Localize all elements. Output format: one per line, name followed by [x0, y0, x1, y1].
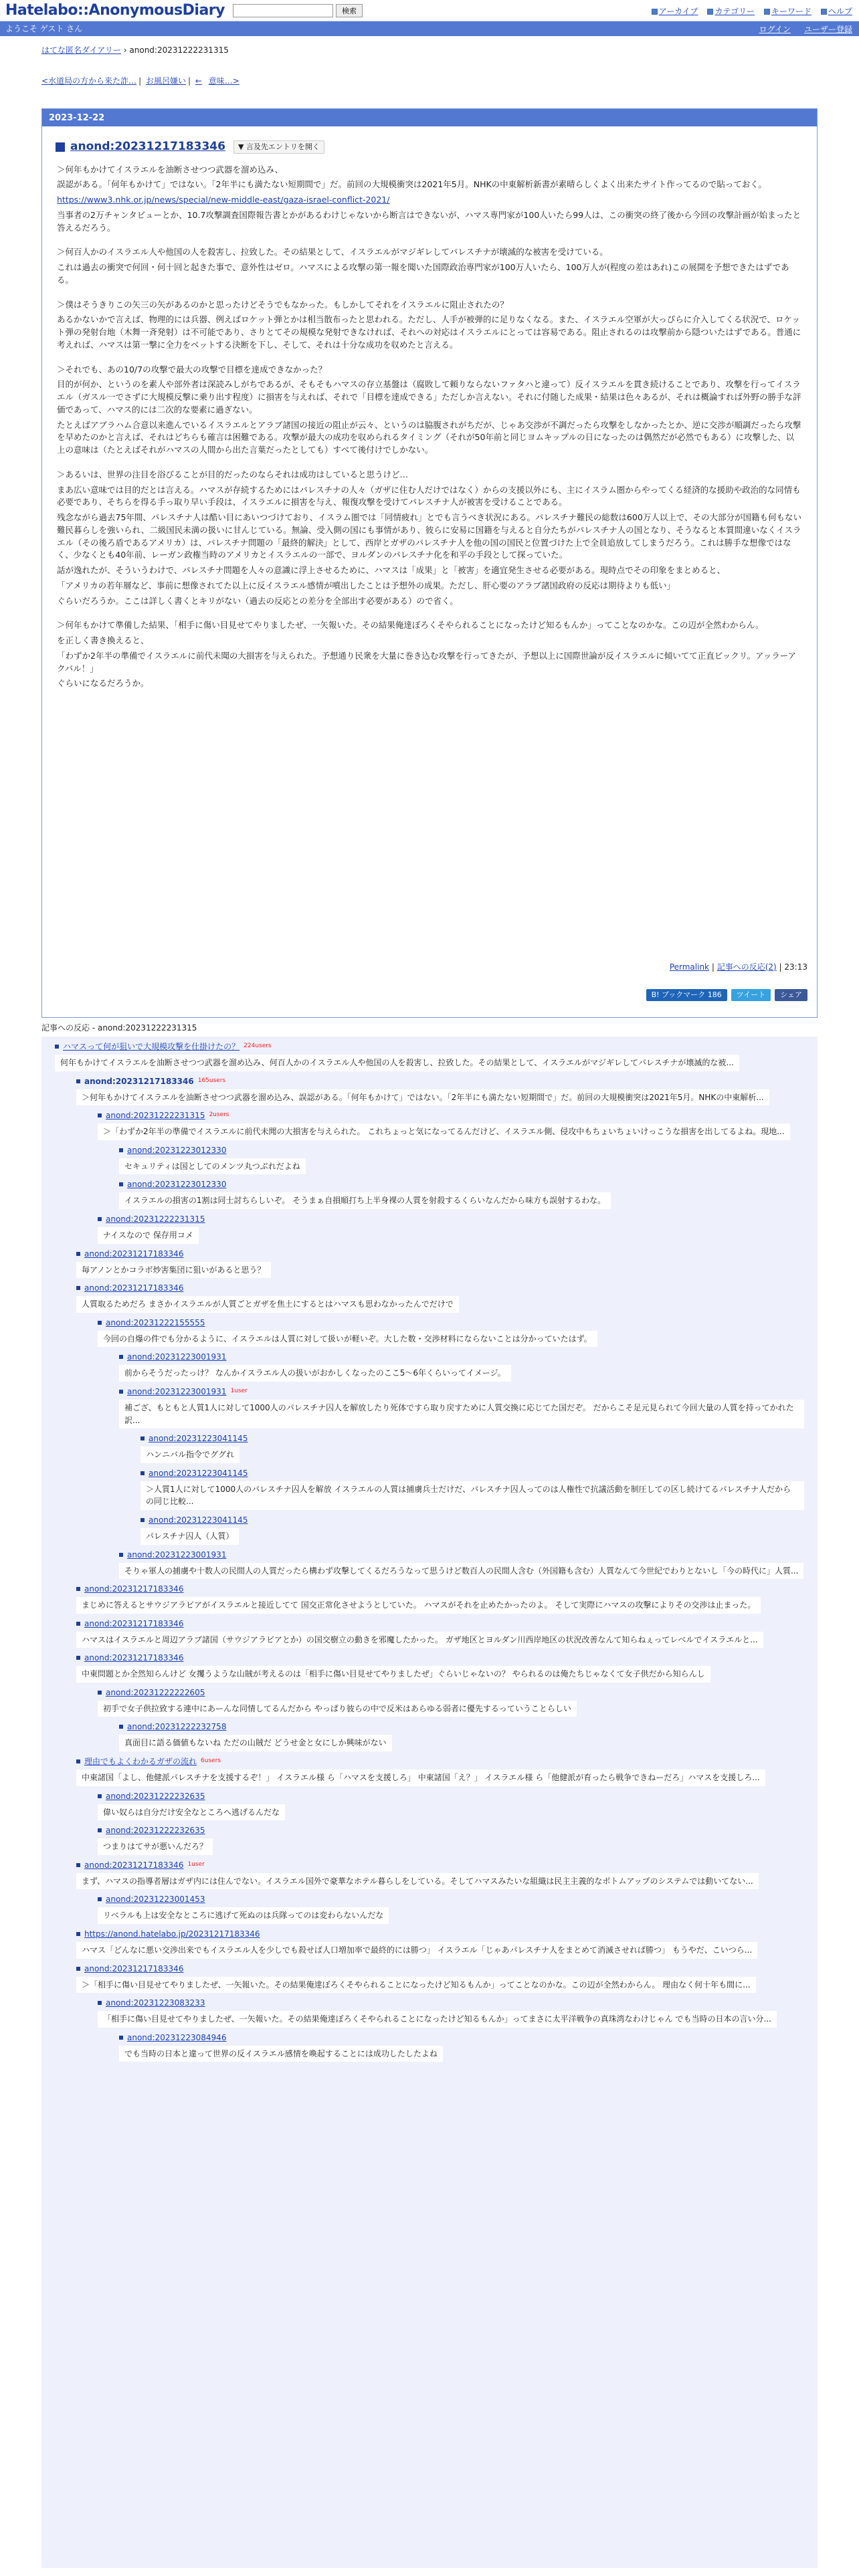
reaction-text: 初手で女子供拉致する連中にあーんな同情してるんだから やっぱり彼らの中で反米はあらゆる弱者に優先するっていうことらしい: [98, 1701, 577, 1717]
reaction-title[interactable]: anond:20231217183346: [84, 1249, 184, 1259]
reaction-text: ハマスはイスラエルと周辺アラブ諸国（サウジアラビアとか）の国交樹立の動きを邪魔したかった。 ガザ地区とヨルダン川西岸地区の状況改善なんて知らねぇってレベルでイスラエルと...: [76, 1632, 763, 1648]
reaction-text: ナイスなので 保存用コメ: [98, 1227, 199, 1244]
body-paragraph: まあ広い意味では目的だとは言える。ハマスが存続するためにはパレスチナの人々（ガザに住む人だけではなく）からの支援以外にも、主にイスラム圏からやってくる経済的な援助や政治的な同情も必要であり、そちらを得る手っ取り早い手段は、イスラエルに損害を与え、報復攻撃を受けてパレスチナ人が被害を受けることである。: [57, 484, 801, 508]
reaction-title[interactable]: anond:20231223001931: [127, 1386, 227, 1396]
reaction-text: ＞「わずか2年半の準備でイスラエルに前代未聞の大損害を与えられた。 これちょっと気になってるんだけど、イスラエル側、侵攻中もちょいちょいけっこうな損害を出してるよね。現地...: [98, 1123, 790, 1140]
body-paragraph: 話が逸れたが、そういうわけで、パレスチナ問題を人々の意識に浮上させるために、ハマスは「成果」と「被害」を適宜発生させる必要がある。現時点でその印象をまとめると、: [57, 565, 726, 575]
reaction-title[interactable]: anond:20231223041145: [149, 1515, 248, 1525]
reaction-item: [76, 1282, 804, 1315]
reaction-text: リベラルも上は安全なところに逃げて死ぬのは兵隊ってのは変わらないんだな: [98, 1907, 389, 1924]
reaction-item: [76, 1075, 804, 1109]
reaction-title[interactable]: anond:20231223041145: [149, 1434, 248, 1444]
body-paragraph: ＞何百人かのイスラエル人や他国の人を殺害し、拉致した。その結果として、イスラエルがマジギレしてパレスチナが壊滅的な被害を受けている。: [57, 247, 608, 257]
search-button[interactable]: 検索: [336, 4, 363, 17]
title-marker-icon: [56, 142, 65, 152]
reaction-text: そりゃ軍人の捕虜や十数人の民間人の人質だったら構わず攻撃してくるだろうなって思うけど数百人の民間人含む（外国籍も含む）人質なんて今世紀でわりとないし「今の時代に」人質...: [119, 1563, 803, 1580]
reaction-title[interactable]: anond:20231217183346: [84, 1860, 184, 1870]
entry-footer: Permalink | 記事への反応(2) | 23:13: [669, 962, 807, 972]
site-header: [0, 0, 859, 21]
reactions-link[interactable]: 記事への反応(2): [717, 962, 777, 972]
reaction-text: 前からそうだったっけ？ なんかイスラエル人の扱いがおかしくなったのここ5～6年くらいってイメージ。: [119, 1365, 511, 1382]
square-icon: [707, 9, 713, 15]
reaction-text: まず、ハマスの指導者層はガザ内には住んでない。イスラエル国外で豪華なホテル暮らしをしている。そしてハマスみたいな組織は民主主義的なボトムアップのシステムでは動いてない...: [76, 1873, 759, 1890]
reaction-item: [140, 1432, 804, 1466]
reaction-item: [119, 1721, 804, 1754]
prev-entry-link[interactable]: <水道局の方から来た詐…: [41, 76, 137, 86]
entry-nav: <水道局の方から来た詐… | お風呂嫌い | ← 意味…>: [41, 76, 240, 86]
reaction-title[interactable]: anond:20231217183346: [84, 1584, 184, 1594]
reaction-item: [140, 1467, 804, 1513]
reaction-title[interactable]: anond:20231223084946: [127, 2032, 227, 2042]
reaction-text: パレスチナ囚人（人質）: [140, 1528, 239, 1545]
square-icon: [764, 9, 770, 15]
body-paragraph: 誤認がある。「何年もかけて」ではない。「2年半にも満たない短期間で」だ。前回の大規模衝突は2021年5月。NHKの中東解析新書が素晴らしくよく出来たサイト作ってるので貼っておく。: [57, 179, 767, 190]
reaction-item: [98, 1213, 804, 1247]
site-logo[interactable]: Hatelabo::AnonymousDiary: [5, 2, 225, 19]
bookmark-count[interactable]: 1user: [187, 1861, 205, 1868]
body-paragraph: ぐらいになるだろうか。: [57, 678, 149, 689]
entry-body: [42, 156, 817, 691]
reaction-text: まじめに答えるとサウジアラビアがイスラエルと接近してて 国交正常化させようとしていた。 ハマスがそれを止めたかったのよ。 そして実際にハマスの攻撃によりその交渉は止まった。: [76, 1597, 761, 1614]
reaction-item: [119, 1386, 804, 1431]
reaction-text: ハンニバル指令でググれ: [140, 1446, 240, 1463]
bookmark-count[interactable]: 1user: [230, 1388, 248, 1395]
reaction-text: イスラエルの損害の1割は同士討ちらしいぞ。 そうまぁ自損順打ち上半身裸の人質を射殺するくらいなんだから味方も誤射するわな。: [119, 1192, 611, 1209]
reaction-item: [76, 1583, 804, 1616]
reaction-title[interactable]: anond:20231217183346: [84, 1653, 184, 1663]
next-entry-link[interactable]: お風呂嫌い: [145, 76, 186, 86]
reaction-title[interactable]: anond:20231222155555: [106, 1317, 205, 1327]
reaction-item: [98, 1790, 804, 1824]
entry-title[interactable]: anond:20231217183346: [70, 140, 225, 153]
reaction-tree: [41, 1037, 818, 2568]
body-paragraph: 当事者の2万チャンタビューとか、10.7攻撃調査国際報告書とかがあるわけじゃないから断言はできないが、ハマス専門家が100人いたら99人は、この衝突の終了後から今回の攻撃計画が始まったと答えるだろう。: [57, 209, 801, 233]
reactions-header: 記事への反応 - anond:20231222231315: [41, 1023, 197, 1033]
reaction-title[interactable]: anond:20231223001453: [106, 1895, 205, 1905]
reaction-item: [119, 1178, 804, 1212]
reaction-text: 人質取るためだろ まさかイスラエルが人質ごとガザを焦土にするとはハマスも思わなかったんでだけで: [76, 1296, 459, 1313]
reaction-text: 補ござ、もともと人質1人に対して1000人のパレスチナ囚人を解放したり死体ですら取り戻すために人質交換に応じてた国だぞ。 だからこそ足元見られて今回大量の人質を持ってかれた訳...: [119, 1400, 804, 1428]
reaction-item: [98, 1109, 804, 1143]
reaction-title[interactable]: anond:20231217183346: [84, 1618, 184, 1628]
reaction-title[interactable]: anond:20231222231315: [106, 1111, 205, 1121]
body-paragraph: 「アメリカの若年層など、事前に想像されてた以上に反イスラエル感情が噴出したことは予想外の成果。ただし、肝心要のアラブ諸国政府の反応は期待よりも低い」: [57, 580, 676, 591]
square-icon: [821, 9, 827, 15]
permalink[interactable]: Permalink: [669, 962, 709, 972]
reaction-title[interactable]: ハマスって何が狙いで大規模攻撃を仕掛けたの？: [63, 1042, 240, 1051]
body-paragraph: ＞あるいは、世界の注目を浴びることが目的だったのならそれは成功はしていると思うけど…: [57, 469, 409, 479]
body-paragraph: これは過去の衝突で何回・何十回と起きた事で、意外性はゼロ。ハマスによる攻撃の第一報を聞いた国際政治専門家が100万人いたら、100万人が(程度の差はあれ)この展開を予想できたはずである。: [57, 262, 789, 285]
square-icon: [652, 9, 658, 15]
reaction-title[interactable]: anond:20231217183346: [84, 1283, 184, 1293]
reaction-title[interactable]: anond:20231222232758: [127, 1722, 227, 1732]
reaction-text: 何年もかけてイスラエルを油断させつつ武器を溜め込み、何百人かのイスラエル人や他国の人を殺害し、拉致した。その結果として、イスラエルがマジギレしてパレスチナが壊滅的な被...: [55, 1055, 739, 1071]
reaction-text: ハマス「どんなに悪い交渉出来でもイスラエル人を少しでも殺せば人口増加率で最終的には勝つ」 イスラエル「じゃあパレスチナ人をまとめて消滅させれば勝つ」 もうやだ、こいつら...: [76, 1942, 757, 1959]
reaction-item: [76, 1248, 804, 1281]
reaction-text: セキュリティは国としてのメンツ丸つぶれだよね: [119, 1158, 306, 1175]
reaction-text: 毎アノンとかコラボ炒害集団に狙いがあると思う？: [76, 1262, 271, 1279]
login-link[interactable]: ログイン: [759, 25, 791, 34]
reaction-text: つまりはてサが悪いんだろ？: [98, 1838, 213, 1855]
top-links: [652, 5, 852, 17]
reaction-title[interactable]: anond:20231223041145: [149, 1468, 248, 1478]
entry-box: [41, 108, 818, 1018]
open-referenced-entry-button[interactable]: ▼ 言及先エントリを開く: [233, 140, 324, 154]
reaction-title[interactable]: https://anond.hatelabo.jp/20231217183346: [84, 1929, 260, 1939]
share-buttons: [646, 989, 807, 1001]
reaction-text: 今回の自爆の件でも分かるように、イスラエルは人質に対して扱いが軽いぞ。大した数・交渉材料にならないことは分かっていたはず。: [98, 1331, 597, 1348]
reaction-title[interactable]: anond:20231222231315: [106, 1214, 205, 1224]
reaction-title[interactable]: anond:20231222232635: [106, 1791, 205, 1801]
reaction-title[interactable]: anond:20231223083233: [106, 1998, 205, 2008]
category-link[interactable]: カテゴリー: [707, 5, 755, 17]
body-paragraph: ぐらいだろうか。ここは詳しく書くとキリがない（過去の反応との差分を全部出す必要がある）ので省く。: [57, 595, 458, 606]
reaction-text: 偉い奴らは自分だけ安全なところへ逃げるんだな: [98, 1804, 285, 1821]
reaction-item: [76, 1618, 804, 1651]
body-paragraph: ＞それでも、あの10/7の攻撃で最大の攻撃で目標を達成できなかった？: [57, 364, 327, 374]
reaction-item: [76, 1963, 804, 1996]
body-paragraph: あるかないかで言えば、物理的には兵器、例えばロケット弾とかは相当散布ったと思われる。ただし、人手が被弾的に足りなくなる。また、イスラエル空軍が大っぴらに介入してくる状況で、ロケット弾の発射台地（木舞一斉発射）は不可能であり、さりとてその規模な発射できなければ、それへの対応はイスラエルにとっては容易である。阻止されるのは攻撃前から隠ついたはずである。普通に考えれば、ハマスは第一撃に全力をベットする決断を下し、そして、それは十分な成功を収めたと言える。: [57, 314, 801, 350]
body-paragraph: 残念ながら過去75年間、パレスチナ人は酷い目にあいつづけており、イスラム圏では「同情疲れ」とでも言うべき状況にある。パレスチナ難民の総数は600万人以上で、その大部分が国籍も何もない難民暮らしを強いられ、二級国民未満の扱いに甘んじている。無論、受入側の国にも事情があり、彼らに安易に国籍を与えると自分たちがパレスチナ人の国となり、そうなると本質間違いなくイスラエル（その後ろ盾であるアメリカ）は、パレスチナ問題の「最終的解決」として、西岸とガザのパレスチナ人を他の国の国民と位置づけた上で全員追放してしまうだろう。これは勝手な想像ではなく、少なくとも40年前、レーガン政権当時のアメリカとイスラエルの一部で、ヨルダンのパレスチナ化を和平の手段として探っていた。: [57, 512, 802, 560]
reaction-text: でも当時の日本と違って世界の反イスラエル感情を喚起することには成功したしたよね: [119, 2046, 443, 2062]
reaction-item: [76, 1652, 804, 1685]
entry-date: 2023-12-22: [42, 109, 817, 126]
facebook-share-button[interactable]: シェア: [775, 989, 807, 1001]
body-paragraph: を正しく書き換えると、: [57, 635, 149, 645]
bookmark-count[interactable]: 165users: [197, 1077, 226, 1084]
reaction-title[interactable]: anond:20231222232635: [106, 1826, 205, 1836]
search-input[interactable]: [233, 4, 333, 17]
reaction-item: [55, 1041, 804, 1074]
body-paragraph: たとえばアブラハム合意以来進んでいるイスラエルとアラブ諸国の接近の阻止が云々、というのは脇腹されがちだが、じゃあ交渉が不調だったら攻撃をしなかったとか、逆に交渉が順調だったら攻撃を早めたのかと言えば、それはどちらも確言は困難である。攻撃が最大の成功を収められるタイミング（それが50年前と同じヨムキップルの日になったのは偶然だが必然でもある）に攻撃した、以上の意味は（たとえばそれがハマスの人間から出た言葉だったとしても）すべて後付けでしかない。: [57, 419, 801, 455]
reaction-item: [98, 1824, 804, 1858]
bookmark-count[interactable]: 224users: [244, 1043, 272, 1050]
reaction-item: [119, 1351, 804, 1384]
body-paragraph: 「わずか2年半の準備でイスラエルに前代未聞の大損害を与えられた。予想通り民衆を大量に巻き込む攻撃を行ってきたが、予想以上に国際世論が反イスラエルに傾いてて正直ビックリ。アッラーアクバル！」: [57, 650, 797, 673]
help-link[interactable]: ヘルプ: [821, 5, 852, 17]
reaction-item: [76, 1859, 804, 1893]
reaction-text: ＞何年もかけてイスラエルを油断させつつ武器を溜め込み、誤認がある。「何年もかけて」ではない。「2年半にも満たない短期間で」だ。前回の大規模衝突は2021年5月。NHKの中東解析...: [76, 1089, 769, 1106]
body-paragraph: ＞何年もかけて準備した結果、「相手に傷い目見せてやりましたぜ、一矢報いた。その結果俺達ぼろくそやられることになったけど知るもんか」ってことなのかな。この辺が全然わからん。: [57, 620, 764, 631]
reaction-title[interactable]: anond:20231217183346: [84, 1963, 184, 1973]
reaction-item: [119, 2032, 804, 2065]
reaction-item: [98, 1317, 804, 1350]
reaction-title[interactable]: anond:20231223012330: [127, 1145, 227, 1155]
bookmark-count[interactable]: 2users: [209, 1111, 229, 1119]
reaction-text: 中東問題とか全然知らんけど 女攫うような山賊が考えるのは「相手に傷い目見せてやりましたぜ」ぐらいじゃないの？ やられるのは俺たちじゃなくて女子供だから知らんし: [76, 1666, 710, 1683]
reaction-item: [140, 1514, 804, 1547]
register-link[interactable]: ユーザー登録: [803, 25, 852, 34]
breadcrumb-current: anond:20231222231315: [129, 45, 229, 55]
reaction-text: ＞人質1人に対して1000人のパレスチナ囚人を解放 イスラエルの人質は捕虜兵士だけだ、パレスチナ囚人ってのは人権性で抗議活動を制圧しての区し続けてるパレスチナ人だからの同じ比較...: [140, 1481, 804, 1510]
welcome-text: ようこそ ゲスト さん: [5, 24, 83, 33]
reaction-text: 「相手に傷い目見せてやりましたぜ、一矢報いた。その結果俺達ぼろくそやられることになったけど知るもんか」ってまさに太平洋戦争の真珠湾なわけじゃん でも当時の日本の言い分...: [98, 2011, 777, 2028]
bookmark-count[interactable]: 6users: [201, 1757, 221, 1765]
reaction-item: [76, 1755, 804, 1789]
body-paragraph: 目的が何か、というのを素人や部外者は深読みしがちであるが、そもそもハマスの存立基盤は（腐敗して頼りならないファタハと違って）反イスラエルを貫き続けることであり、攻撃を行ってイスラエル（ガスル一でさずに大規模反撃に乗り出す程度）に損害を与えれば、それで「目標を達成できる」ただしか言えない。それに付随した成果・結果は色々あるが、それは概論すれば外野の勝手な評価であって、ハマス的には二次的な要素に過ぎない。: [57, 379, 801, 415]
reaction-item: [76, 1928, 804, 1961]
reaction-title[interactable]: 理由でもよくわかるガザの流れ: [84, 1757, 197, 1767]
body-paragraph: ＞僕はそうきりこの矢三の矢があるのかと思ったけどそうでもなかった。もしかしてそれをイスラエルに阻止されたの？: [57, 299, 508, 310]
reaction-item: [119, 1144, 804, 1178]
reaction-item: [119, 1549, 804, 1582]
reaction-title[interactable]: anond:20231223001931: [127, 1549, 227, 1560]
up-link[interactable]: ←: [195, 76, 202, 86]
breadcrumb: はてな匿名ダイアリー › anond:20231222231315: [41, 45, 229, 55]
reaction-text: 中東諸国「よし、他健派パレスチナを支援するぞ！」 イスラエル様 ら「ハマスを支援しろ」 中東諸国「え？」 イスラエル様 ら「他健派が育ったら戦争できねーだろ」ハマスを支援しろ...: [76, 1769, 765, 1786]
reaction-text: ＞「相手に傷い目見せてやりましたぜ、一矢報いた。その結果俺達ぼろくそやられることになったけど知るもんか」ってことなのかな。この辺が全然わからん。 理由なく何十年も間に...: [76, 1977, 756, 1994]
reaction-title[interactable]: anond:20231217183346: [84, 1076, 194, 1086]
keyword-link[interactable]: キーワード: [764, 5, 812, 17]
body-paragraph: ＞何年もかけてイスラエルを油断させつつ武器を溜め込み、: [57, 164, 284, 175]
user-bar: [0, 21, 859, 36]
reaction-item: [98, 1997, 804, 2030]
reaction-item: [98, 1687, 804, 1720]
hatena-bookmark-button[interactable]: B! ブックマーク 186: [646, 989, 727, 1001]
nhk-link[interactable]: https://www3.nhk.or.jp/news/special/new-middle-east/gaza-israel-conflict-2021/: [57, 195, 390, 205]
entry-title-row: [42, 126, 817, 156]
archive-link[interactable]: アーカイブ: [652, 5, 698, 17]
entry-time: 23:13: [784, 962, 807, 972]
reaction-title[interactable]: anond:20231223012330: [127, 1180, 227, 1190]
reaction-title[interactable]: anond:20231223001931: [127, 1352, 227, 1362]
meaning-link[interactable]: 意味…>: [208, 76, 240, 86]
reaction-item: [98, 1893, 804, 1927]
reaction-text: 真面目に語る価値もないね ただの山賊だ どうせ金と女にしか興味がない: [119, 1735, 392, 1751]
tweet-button[interactable]: ツイート: [731, 989, 771, 1001]
reaction-title[interactable]: anond:20231222222605: [106, 1687, 205, 1697]
breadcrumb-root[interactable]: はてな匿名ダイアリー: [41, 45, 121, 55]
